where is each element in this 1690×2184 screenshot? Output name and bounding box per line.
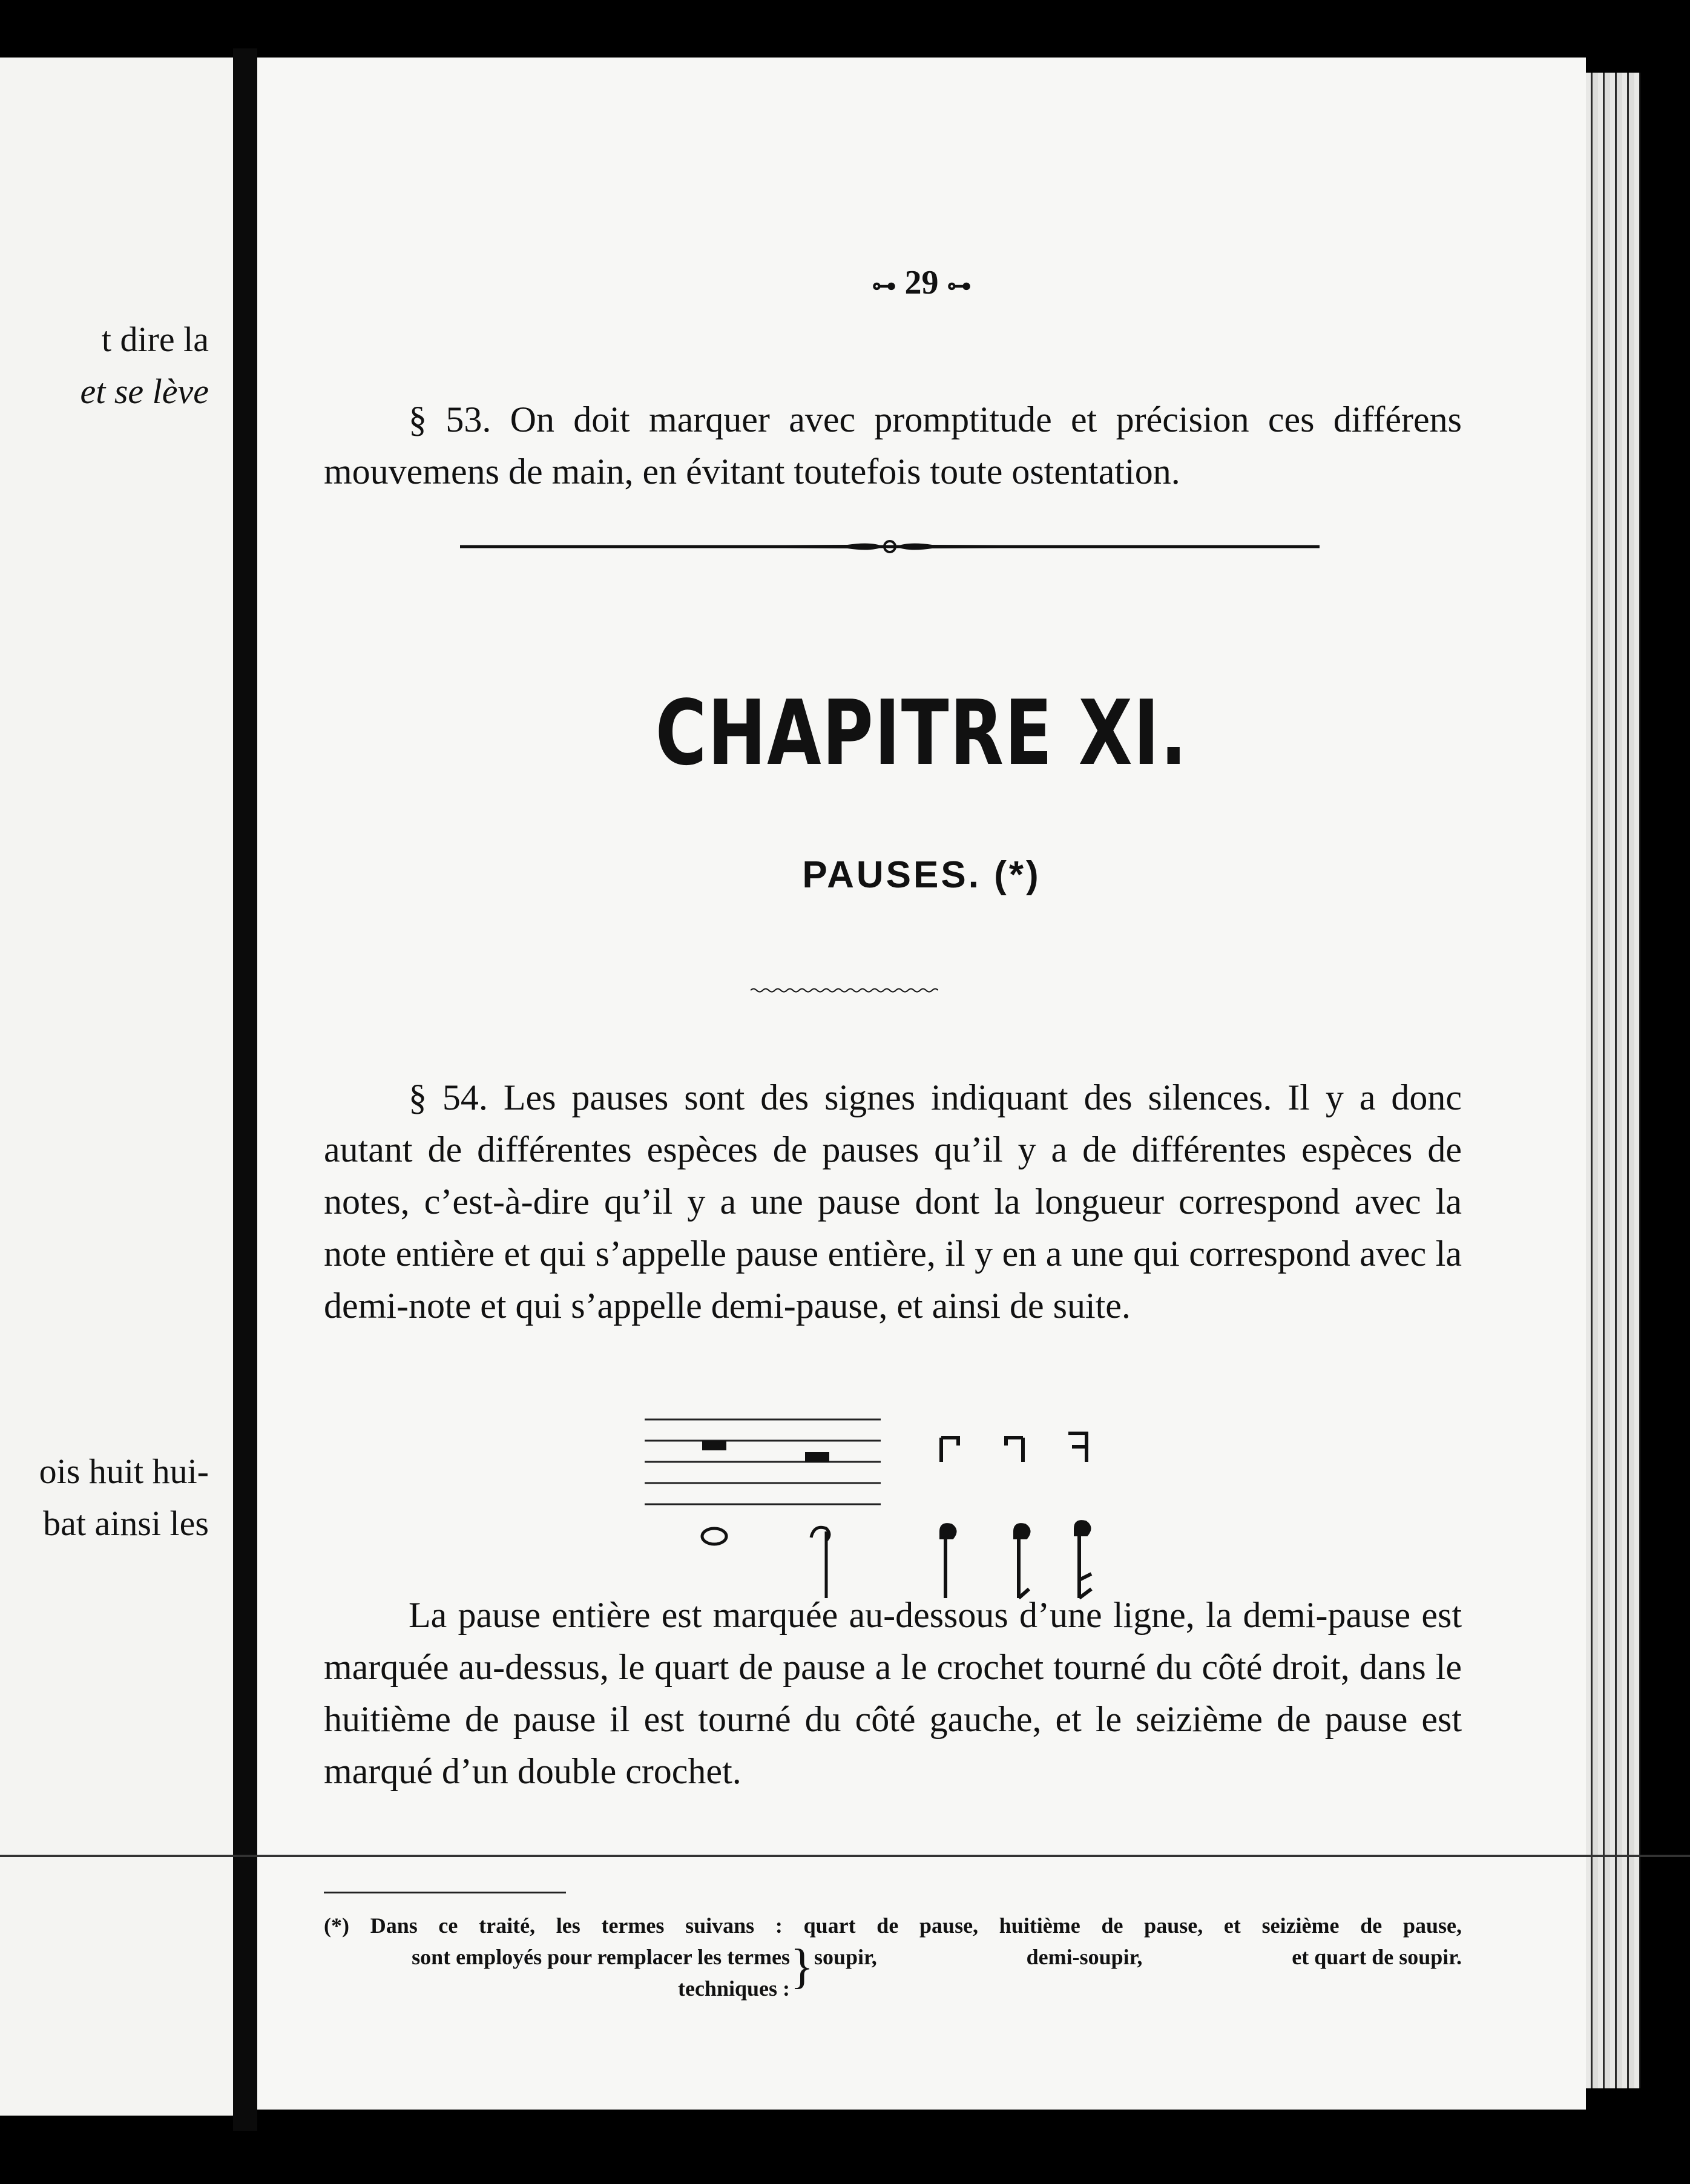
chapter-title: CHAPITRE XI. [655, 681, 1188, 785]
half-rest-icon [805, 1452, 829, 1462]
half-note-icon [811, 1527, 829, 1598]
wavy-divider [751, 987, 938, 993]
footnote-terms-row [324, 1941, 1462, 2004]
footnote-term: demi-soupir, [1026, 1945, 1143, 1969]
left-page-fragment: bat ainsi les [43, 1504, 209, 1543]
scan-line [0, 1855, 1690, 1857]
quarter-rest-icon [941, 1438, 958, 1462]
left-page-fragment: ois huit hui- [39, 1452, 209, 1491]
footnote-line-1: (*) Dans ce traité, les termes suivans : quart de pause, huitième de pause, et seizième de pause, [324, 1913, 1462, 1938]
page-number: 29 [904, 264, 939, 301]
paragraph-rests-description [324, 1589, 1462, 1797]
whole-note-icon [702, 1528, 726, 1544]
footnote-line-3: techniques : [677, 1976, 790, 2001]
footnote-lead [324, 1941, 790, 2004]
sixteenth-note-icon [1076, 1522, 1091, 1598]
sixteenth-rest-icon [1068, 1433, 1087, 1462]
page-edge [1586, 73, 1640, 2088]
eighth-rest-icon [1006, 1438, 1023, 1462]
left-page-fragment: et se lève [80, 372, 209, 411]
quarter-note-icon [941, 1525, 955, 1598]
section-54 [324, 1071, 1462, 1332]
book-gutter [233, 48, 257, 2131]
ornament-left-icon: ⊶ [872, 272, 896, 300]
footnote-term: soupir, [814, 1945, 877, 1969]
main-page [257, 58, 1586, 2110]
footnote-line-2: sont employés pour remplacer les termes [412, 1945, 790, 1969]
section-53 [324, 393, 1462, 498]
footnote-rule [324, 1892, 566, 1893]
ornamental-divider [460, 538, 1320, 556]
footnote-terms [814, 1941, 1462, 1973]
section-54-text: § 54. Les pauses sont des signes indiquant des silences. Il y a donc autant de différentes espèces de pauses qu’il y a de différentes espèces de notes, c’est-à-dire qu’il y a une pause dont la longueur correspond avec la note entière et qui s’appelle pause entière, il y en a une qui correspond avec la demi-note et qui s’appelle demi-pause, et ainsi de suite. [324, 1077, 1462, 1326]
paragraph-2-text: La pause entière est marquée au-dessous d’une ligne, la demi-pause est marquée au-dessus, le quart de pause a le crochet tourné du côté droit, dans le huitième de pause il est tourné du côté gauche, et le seizième de pause est marqué d’un double crochet. [324, 1595, 1462, 1791]
staff-lines [645, 1419, 881, 1504]
footnote [324, 1910, 1462, 2004]
footnote-term: et quart de soupir. [1292, 1945, 1462, 1969]
section-53-text: § 53. On doit marquer avec promptitude et précision ces différens mouvemens de main, en évitant toutefois toute ostentation. [324, 400, 1462, 492]
page-number-header [257, 263, 1586, 302]
brace-icon: } [790, 1940, 814, 1993]
left-page-fragment: t dire la [101, 320, 209, 359]
left-facing-page [0, 58, 233, 2116]
whole-rest-icon [702, 1441, 726, 1450]
eighth-note-icon [1015, 1525, 1029, 1598]
section-title: PAUSES. (*) [802, 854, 1041, 896]
ornament-right-icon: ⊶ [947, 272, 972, 300]
